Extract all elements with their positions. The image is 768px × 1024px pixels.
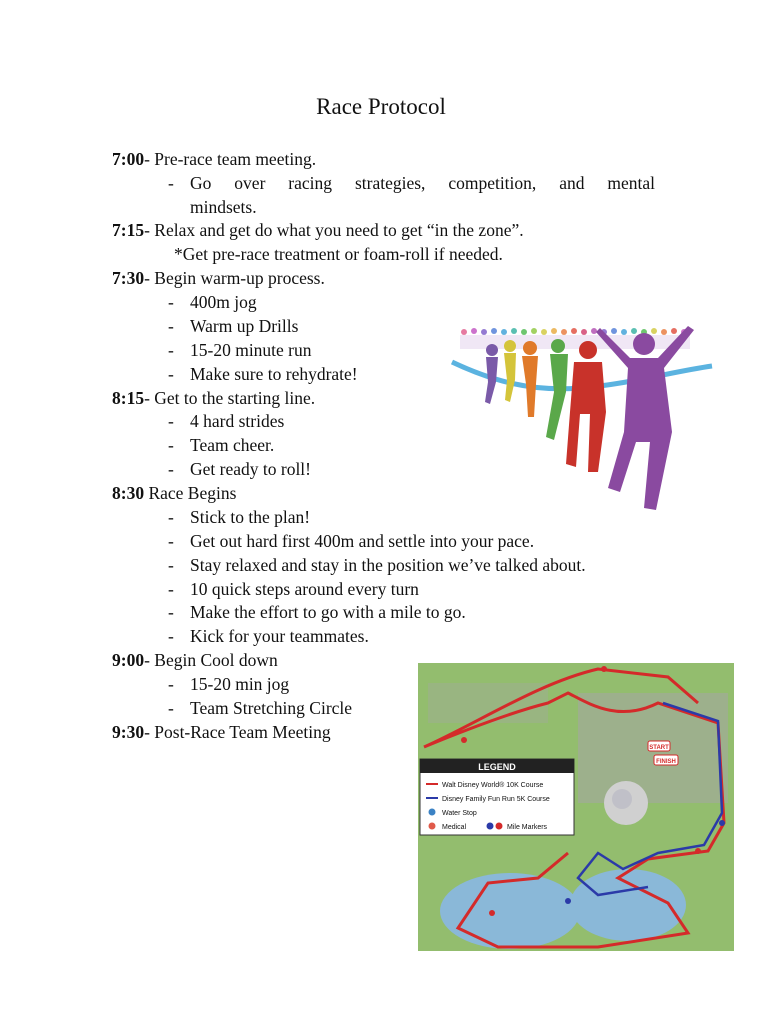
legend-item-10k: Walt Disney World® 10K Course xyxy=(442,782,544,789)
list-item-text: Make sure to rehydrate! xyxy=(190,364,358,384)
schedule-entry-0715 xyxy=(112,219,524,241)
time-label: 8:15 xyxy=(112,388,145,408)
time-label: 7:30 xyxy=(112,268,145,288)
schedule-entry-0930 xyxy=(112,721,331,743)
entry-text: Race Begins xyxy=(144,483,237,503)
legend-item-mile: Mile Markers xyxy=(507,824,548,831)
mile-marker xyxy=(461,737,467,743)
medical-icon xyxy=(429,823,436,830)
legend-item-5k: Disney Family Fun Run 5K Course xyxy=(442,796,550,803)
time-label: 7:15 xyxy=(112,220,145,240)
entry-text: - Post-Race Team Meeting xyxy=(144,722,331,742)
bullet-dash: - xyxy=(168,173,174,193)
bullet-dash: - xyxy=(168,626,174,646)
time-label: 7:00 xyxy=(112,149,145,169)
bullet-dash: - xyxy=(168,435,174,455)
bullet-dash: - xyxy=(168,459,174,479)
list-item-text: Warm up Drills xyxy=(190,316,299,336)
bullet-dash: - xyxy=(168,698,174,718)
time-label: 8:30 xyxy=(112,483,145,503)
entry-text: - Get to the starting line. xyxy=(144,388,316,408)
bullet-dash: - xyxy=(168,340,174,360)
bullet-dash: - xyxy=(168,411,174,431)
list-item-text: Stick to the plan! xyxy=(190,507,311,527)
list-item-text: Go over racing strategies, competition, and mental xyxy=(190,173,655,193)
schedule-entry-0730 xyxy=(112,267,325,289)
runner-purple-lead xyxy=(596,326,694,510)
legend-title: LEGEND xyxy=(478,762,516,772)
bullet-dash: - xyxy=(168,316,174,336)
legend-item-water: Water Stop xyxy=(442,810,477,817)
runner-red xyxy=(566,341,606,472)
list-item-text: Kick for your teammates. xyxy=(190,626,369,646)
bullet-dash: - xyxy=(168,507,174,527)
list-item-text: 4 hard strides xyxy=(190,411,285,431)
list-item-text: Team cheer. xyxy=(190,435,275,455)
note-text: *Get pre-race treatment or foam-roll if needed. xyxy=(174,244,503,264)
mile-marker xyxy=(695,848,701,854)
mile-marker xyxy=(489,910,495,916)
schedule-entry-0700 xyxy=(112,148,316,170)
list-item-text: Get out hard first 400m and settle into your pace. xyxy=(190,531,535,551)
mile-marker xyxy=(601,666,607,672)
mile-marker xyxy=(565,898,571,904)
bullet-dash: - xyxy=(168,292,174,312)
schedule-entry-0815 xyxy=(112,387,315,409)
list-item-text: 10 quick steps around every turn xyxy=(190,579,419,599)
list-item-text: 400m jog xyxy=(190,292,257,312)
list-item-text: Team Stretching Circle xyxy=(190,698,353,718)
mile-marker-red-icon xyxy=(496,823,503,830)
mile-marker-blue-icon xyxy=(487,823,494,830)
entry-text: - Begin Cool down xyxy=(144,650,278,670)
bullet-dash: - xyxy=(168,555,174,575)
map-legend xyxy=(420,759,574,835)
bullet-dash: - xyxy=(168,531,174,551)
list-item-text: Make the effort to go with a mile to go. xyxy=(190,602,466,622)
list-item-text: Get ready to roll! xyxy=(190,459,311,479)
finish-label: FINISH xyxy=(656,759,676,765)
list-item-text: 15-20 minute run xyxy=(190,340,312,360)
runner-orange xyxy=(522,341,538,417)
start-label: START xyxy=(649,745,669,751)
time-label: 9:30 xyxy=(112,722,145,742)
list-item-text: 15-20 min jog xyxy=(190,674,290,694)
entry-text: - Pre-race team meeting. xyxy=(144,149,317,169)
page-title: Race Protocol xyxy=(316,94,446,119)
legend-item-medical: Medical xyxy=(442,824,467,831)
runners-illustration xyxy=(450,322,715,512)
lagoon-left xyxy=(440,873,580,949)
bullet-dash: - xyxy=(168,579,174,599)
list-item-text: mindsets. xyxy=(190,197,257,217)
bullet-dash: - xyxy=(168,602,174,622)
mile-marker xyxy=(719,820,725,826)
runner-yellow xyxy=(504,340,516,402)
water-stop-icon xyxy=(429,809,436,816)
time-label: 9:00 xyxy=(112,650,145,670)
schedule-entry-0900 xyxy=(112,649,278,671)
entry-text: - Relax and get do what you need to get “in the zone”. xyxy=(144,220,524,240)
race-course-map xyxy=(418,663,734,951)
bullet-dash: - xyxy=(168,674,174,694)
entry-text: - Begin warm-up process. xyxy=(144,268,325,288)
schedule-entry-0830 xyxy=(112,482,236,504)
bullet-dash: - xyxy=(168,364,174,384)
list-item-text: Stay relaxed and stay in the position we’ve talked about. xyxy=(190,555,586,575)
